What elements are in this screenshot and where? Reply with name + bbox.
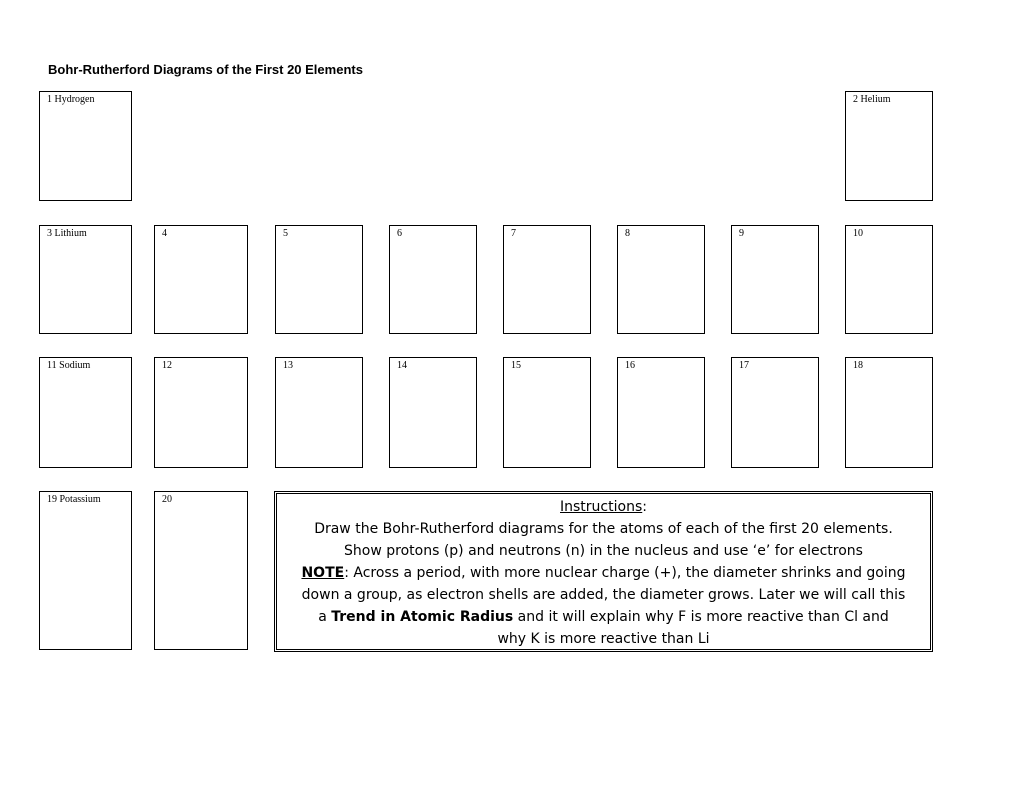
element-label: 10 <box>853 228 863 239</box>
element-label: 8 <box>625 228 630 239</box>
element-box-9 <box>731 225 819 334</box>
element-label: 5 <box>283 228 288 239</box>
element-box-14 <box>389 357 477 468</box>
element-box-19 <box>39 491 132 650</box>
element-box-6 <box>389 225 477 334</box>
element-box-16 <box>617 357 705 468</box>
instructions-line-4: down a group, as electron shells are added, the diameter grows. Later we will call this <box>301 587 906 603</box>
page-title: Bohr-Rutherford Diagrams of the First 20 Elements <box>48 62 363 77</box>
element-label: 6 <box>397 228 402 239</box>
element-label: 2 Helium <box>853 94 891 105</box>
element-label: 9 <box>739 228 744 239</box>
element-label: 12 <box>162 360 172 371</box>
instructions-line-2: Show protons (p) and neutrons (n) in the nucleus and use ‘e’ for electrons <box>344 543 863 559</box>
element-box-11 <box>39 357 132 468</box>
element-box-13 <box>275 357 363 468</box>
line5-pre: a <box>318 609 332 625</box>
instructions-note-line <box>277 562 930 584</box>
element-box-2 <box>845 91 933 201</box>
element-box-17 <box>731 357 819 468</box>
trend-atomic-radius: Trend in Atomic Radius <box>331 609 514 625</box>
element-box-12 <box>154 357 248 468</box>
element-label: 3 Lithium <box>47 228 87 239</box>
element-box-8 <box>617 225 705 334</box>
element-label: 13 <box>283 360 293 371</box>
element-box-20 <box>154 491 248 650</box>
instructions-heading-line <box>277 496 930 518</box>
element-label: 4 <box>162 228 167 239</box>
instructions-line-6: why K is more reactive than Li <box>497 631 710 647</box>
element-label: 18 <box>853 360 863 371</box>
instructions-heading: Instructions <box>560 499 643 515</box>
instructions-line-5 <box>277 606 930 628</box>
element-box-7 <box>503 225 591 334</box>
element-label: 20 <box>162 494 172 505</box>
element-label: 17 <box>739 360 749 371</box>
line5-post: and it will explain why F is more reactive than Cl and <box>513 609 889 625</box>
element-label: 7 <box>511 228 516 239</box>
instructions-heading-colon: : <box>642 499 647 515</box>
element-label: 1 Hydrogen <box>47 94 95 105</box>
element-box-1 <box>39 91 132 201</box>
element-label: 19 Potassium <box>47 494 101 505</box>
element-label: 11 Sodium <box>47 360 91 371</box>
element-box-10 <box>845 225 933 334</box>
element-label: 14 <box>397 360 407 371</box>
element-label: 15 <box>511 360 521 371</box>
instructions-line-1: Draw the Bohr-Rutherford diagrams for the atoms of each of the first 20 elements. <box>314 521 893 537</box>
element-box-5 <box>275 225 363 334</box>
element-box-4 <box>154 225 248 334</box>
note-text: : Across a period, with more nuclear charge (+), the diameter shrinks and going <box>344 565 906 581</box>
note-label: NOTE <box>301 565 345 581</box>
element-box-3 <box>39 225 132 334</box>
element-box-18 <box>845 357 933 468</box>
instructions-box <box>274 491 933 652</box>
element-label: 16 <box>625 360 635 371</box>
element-box-15 <box>503 357 591 468</box>
